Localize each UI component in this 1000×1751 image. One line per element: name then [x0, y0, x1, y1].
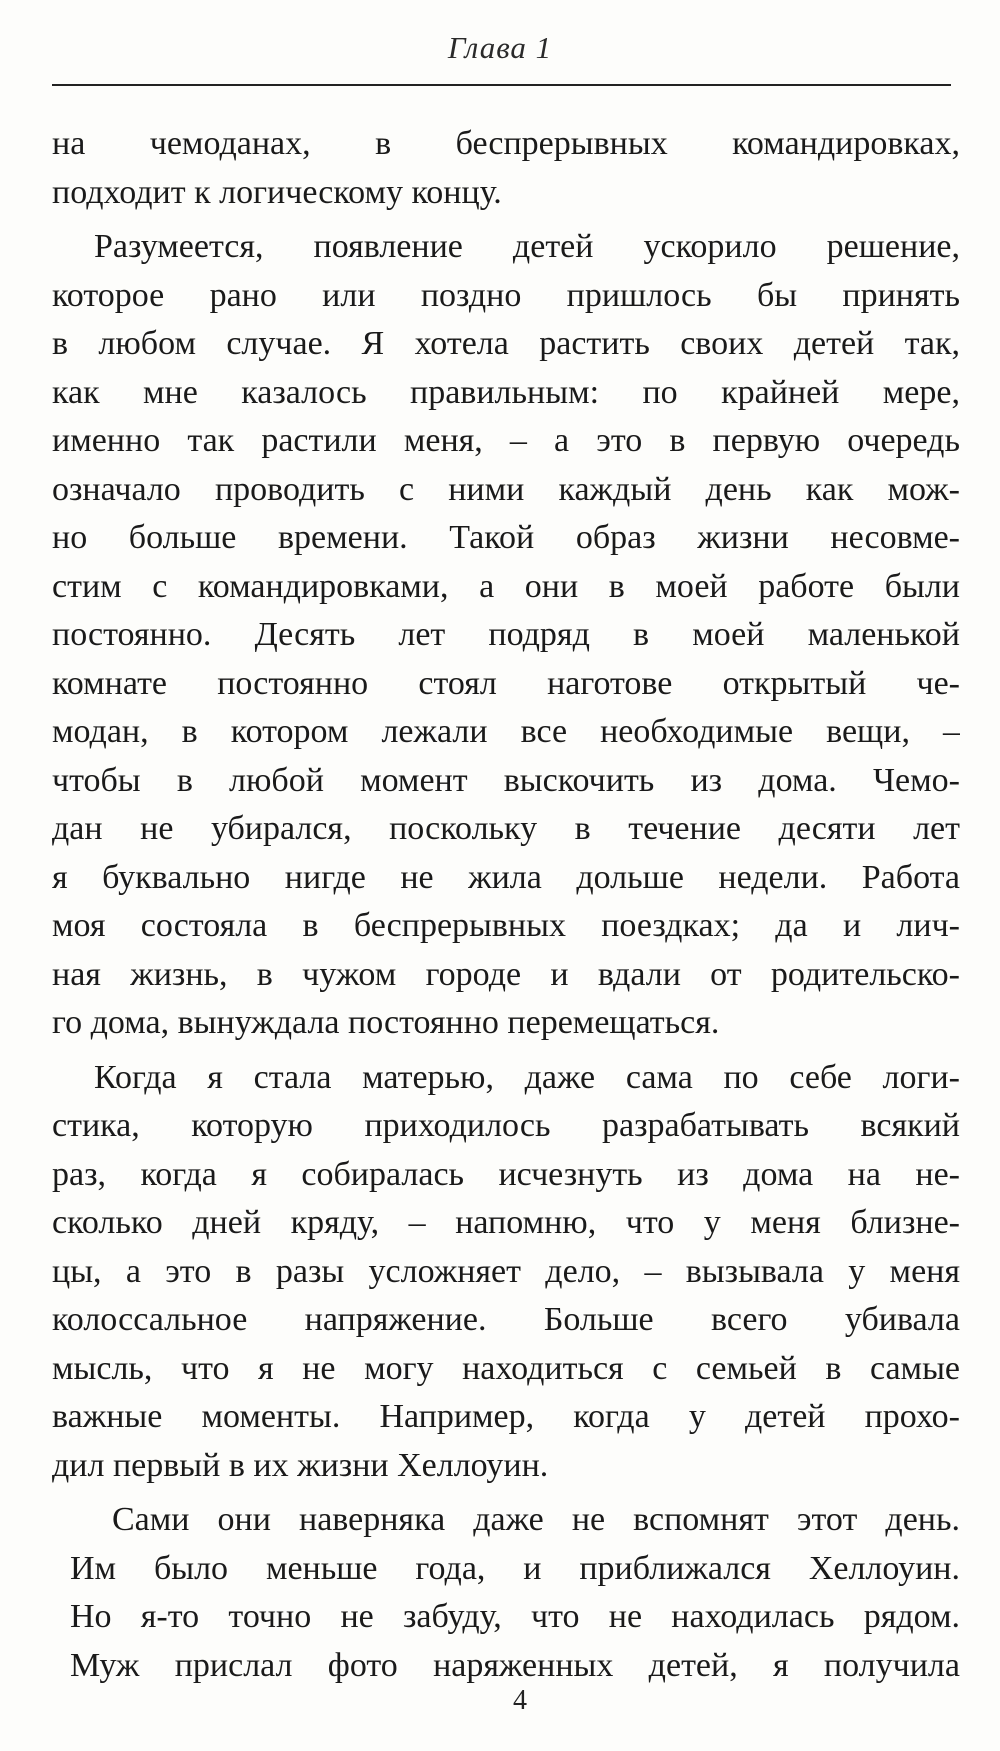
text-line: колоссальное напряжение. Больше всего убивала: [52, 1301, 960, 1338]
page-text: [52, 120, 960, 1690]
text-line: стика, которую приходилось разрабатывать всякий: [52, 1107, 960, 1144]
paragraph: [52, 223, 960, 1048]
text-line: сколько дней кряду, – напомню, что у меня близне-: [52, 1204, 960, 1241]
text-line: стим с командировками, а они в моей работе были: [52, 567, 960, 605]
text-line: именно так растили меня, – а это в первую очередь: [52, 422, 960, 459]
text-line: Им было меньше года, и приближался Хеллоуин.: [70, 1549, 960, 1587]
text-line: Когда я стала матерью, даже сама по себе логи-: [94, 1058, 960, 1096]
text-line: дан не убирался, поскольку в течение десяти лет: [52, 810, 960, 847]
text-line: моя состояла в беспрерывных поездках; да и лич-: [52, 907, 960, 944]
chapter-header: Глава 1: [447, 30, 553, 65]
text-line: комнате постоянно стоял наготове открытый че-: [52, 664, 960, 702]
text-line: означало проводить с ними каждый день как мож-: [52, 470, 960, 508]
text-line: цы, а это в разы усложняет дело, – вызывала у меня: [52, 1252, 960, 1290]
paragraph: [52, 1054, 960, 1491]
text-line: в любом случае. Я хотела растить своих детей так,: [52, 325, 960, 362]
page-number: 4: [513, 1685, 527, 1716]
text-line: ная жизнь, в чужом городе и вдали от родительско-: [52, 955, 960, 993]
text-line: раз, когда я собиралась исчезнуть из дома на не-: [52, 1155, 960, 1193]
text-line: дил первый в их жизни Хеллоуин.: [52, 1446, 549, 1484]
text-line: Сами они наверняка даже не вспомнят этот день.: [112, 1501, 960, 1538]
text-line: как мне казалось правильным: по крайней мере,: [52, 373, 960, 411]
paragraph: [52, 120, 960, 217]
text-line: Муж прислал фото наряженных детей, я получила: [70, 1646, 960, 1684]
text-line: го дома, вынуждала постоянно перемещаться.: [52, 1004, 720, 1041]
text-line: чтобы в любой момент выскочить из дома. Чемо-: [52, 761, 960, 799]
text-line: на чемоданах, в беспрерывных командировках,: [52, 125, 960, 162]
text-line: мысль, что я не могу находиться с семьей в самые: [52, 1349, 960, 1387]
text-line: Разумеется, появление детей ускорило решение,: [94, 228, 960, 265]
header-divider: [52, 84, 951, 86]
text-line: которое рано или поздно пришлось бы принять: [52, 276, 960, 314]
text-line: я буквально нигде не жила дольше недели. Работа: [52, 858, 960, 896]
paragraph: [52, 1496, 960, 1690]
text-line: постоянно. Десять лет подряд в моей маленькой: [52, 616, 960, 653]
text-line: модан, в котором лежали все необходимые вещи, –: [52, 713, 960, 750]
text-line: подходит к логическому концу.: [52, 173, 502, 211]
text-line: но больше времени. Такой образ жизни несовме-: [52, 519, 960, 556]
text-line: важные моменты. Например, когда у детей прохо-: [52, 1398, 960, 1435]
text-line: Но я-то точно не забуду, что не находилась рядом.: [70, 1598, 960, 1635]
